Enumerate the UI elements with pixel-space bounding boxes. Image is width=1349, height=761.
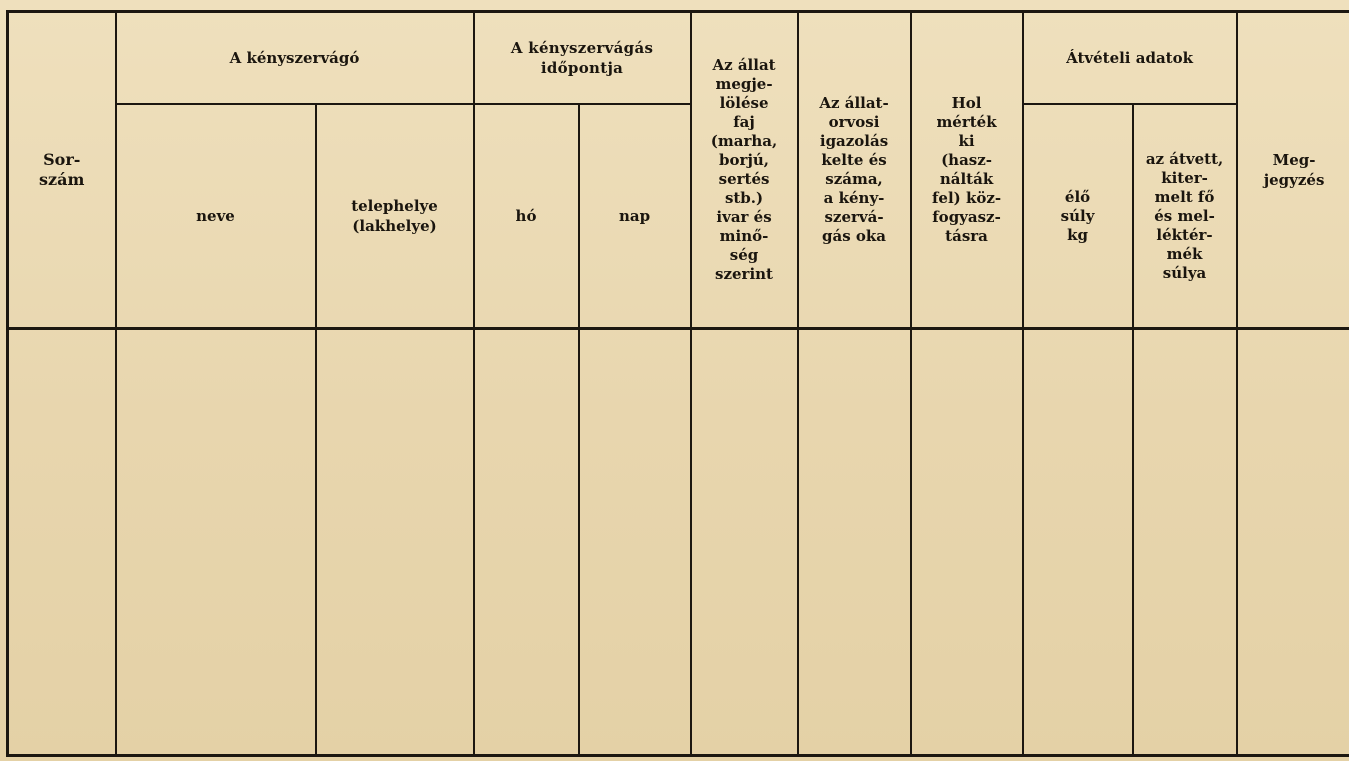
header-allatorvosi-igazolas: Az állat- orvosi igazolás kelte és száma, a kény- szervá- gás oka — [798, 12, 911, 329]
header-telephelye: telephelye (lakhelye) — [316, 104, 474, 329]
header-elo-suly: élő súly kg — [1023, 104, 1133, 329]
header-hol: Hol mérték ki (hasz- nálták fel) köz- fogyasz- tásra — [911, 12, 1023, 329]
cell-atvett-suly — [1133, 329, 1237, 756]
header-allat-megjelolese: Az állat megje- lölése faj (marha, borjú, sertés stb.) ivar és minő- ség szerint — [691, 12, 798, 329]
cell-megjegyzes — [1237, 329, 1349, 756]
header-atvett-suly: az átvett, kiter- melt fő és mel- léktér- mék súlya — [1133, 104, 1237, 329]
header-sorszam: Sor- szám — [8, 12, 116, 329]
header-idopont-group: A kényszervágás időpontja — [474, 12, 691, 105]
header-ho: hó — [474, 104, 579, 329]
cell-nap — [579, 329, 691, 756]
cell-allatorvosi-igazolas — [798, 329, 911, 756]
cell-ho — [474, 329, 579, 756]
header-neve: neve — [116, 104, 316, 329]
cell-elo-suly — [1023, 329, 1133, 756]
header-kenyszervago-group: A kényszervágó — [116, 12, 474, 105]
cell-sorszam — [8, 329, 116, 756]
header-atveteli-group: Átvételi adatok — [1023, 12, 1237, 105]
cell-telephelye — [316, 329, 474, 756]
header-megjegyzes: Meg- jegyzés — [1237, 12, 1349, 329]
slaughter-register-table — [6, 10, 1349, 757]
cell-allat-megjelolese — [691, 329, 798, 756]
cell-hol — [911, 329, 1023, 756]
cell-neve — [116, 329, 316, 756]
header-nap: nap — [579, 104, 691, 329]
